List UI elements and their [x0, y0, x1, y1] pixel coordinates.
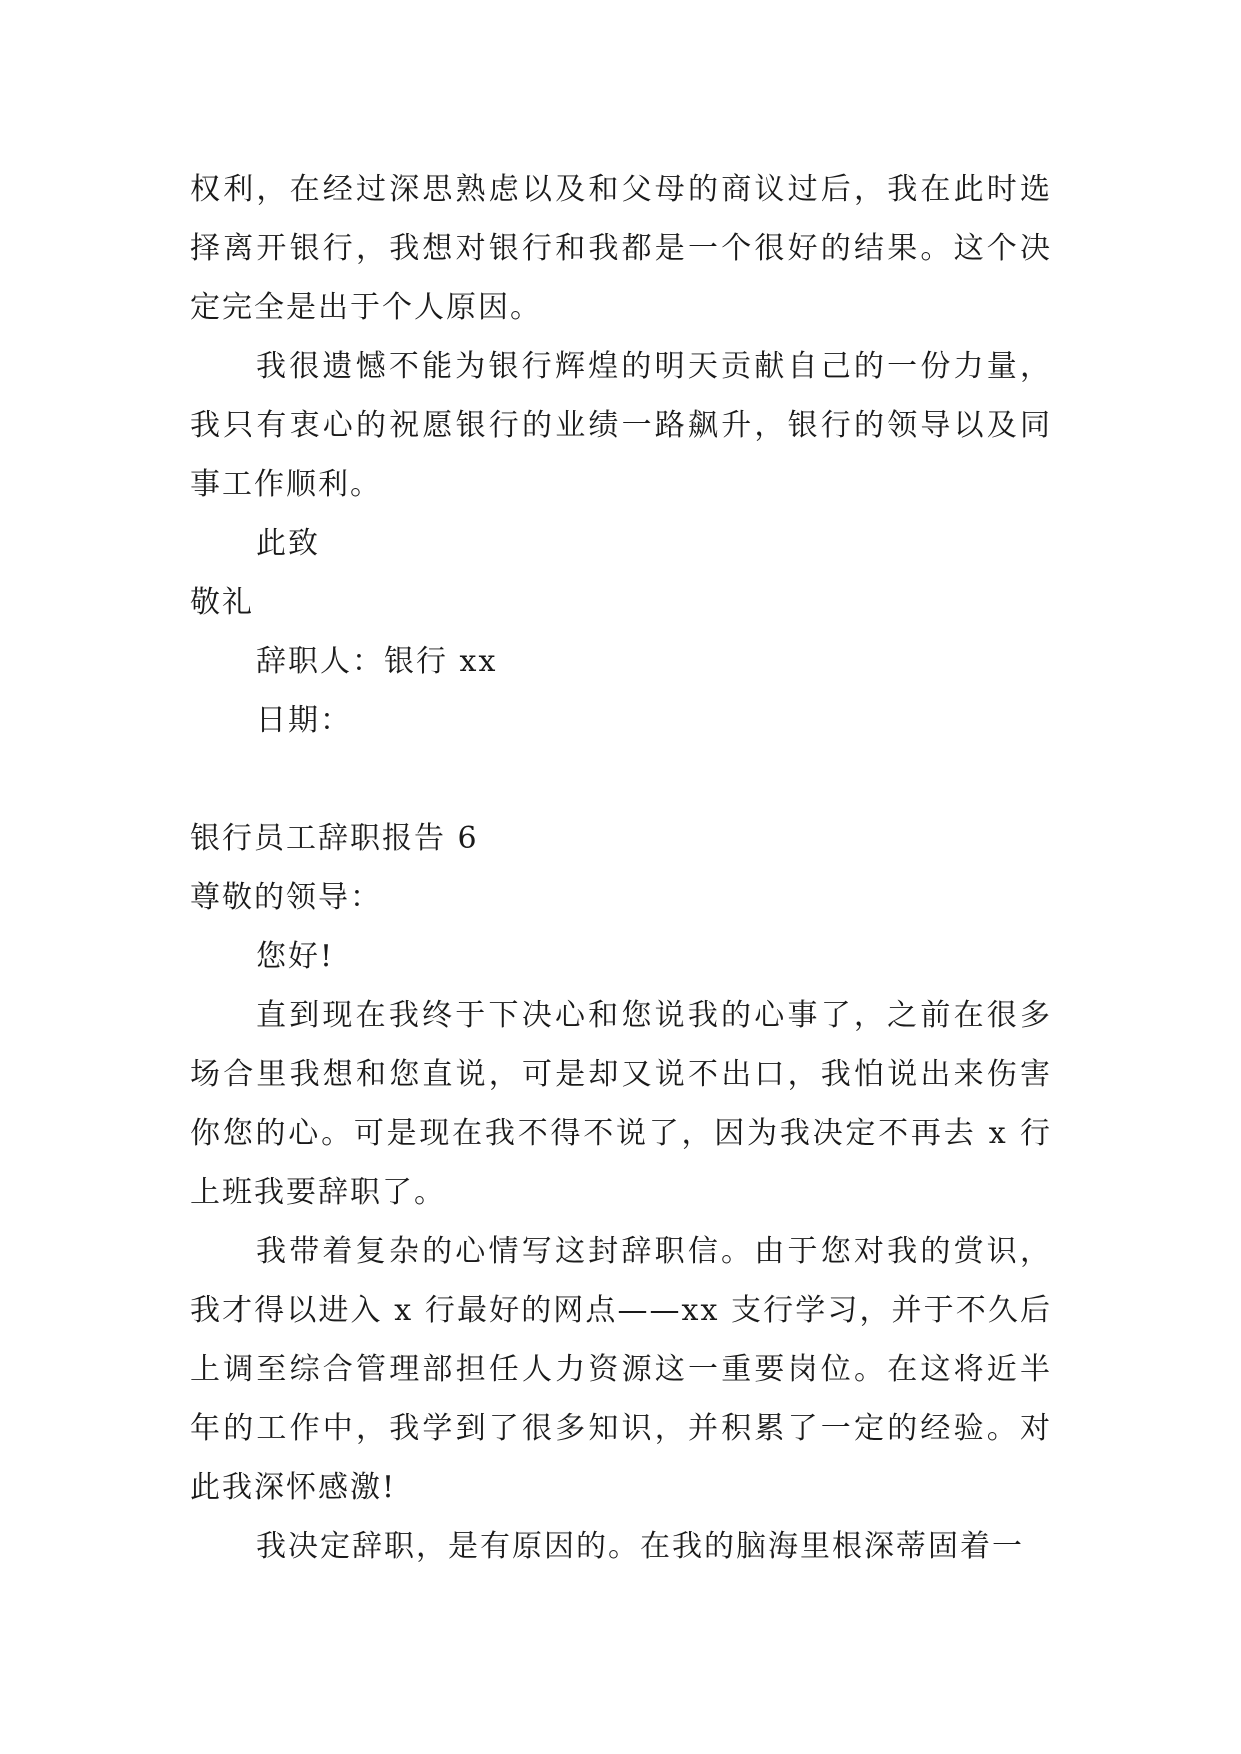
section-heading: 银行员工辞职报告 6: [190, 821, 479, 856]
document-page: [190, 160, 1052, 1576]
greeting: 您好!: [256, 939, 335, 974]
signature-line: 辞职人：银行 xx: [256, 644, 498, 679]
paragraph-cause: 我决定辞职，是有原因的。在我的脑海里根深蒂固着一: [256, 1529, 1024, 1564]
paragraph-gratitude: 我带着复杂的心情写这封辞职信。由于您对我的赏识，我才得以进入 x 行最好的网点——xx 支行学习，并于不久后上调至综合管理部担任人力资源这一重要岗位。在这将近半年的工作中，我学到了很多知识，并积累了一定的经验。对此我深怀感激!: [190, 1234, 1052, 1505]
salutation: 尊敬的领导：: [190, 880, 382, 915]
closing-jingli: 敬礼: [190, 585, 254, 620]
closing-cizhi: 此致: [256, 526, 320, 561]
section-gap: [190, 750, 1052, 809]
date-line: 日期：: [256, 703, 352, 738]
paragraph-regret: 我很遗憾不能为银行辉煌的明天贡献自己的一份力量，我只有衷心的祝愿银行的业绩一路飙升，银行的领导以及同事工作顺利。: [190, 349, 1052, 502]
paragraph-reasons: 权利，在经过深思熟虑以及和父母的商议过后，我在此时选择离开银行，我想对银行和我都是一个很好的结果。这个决定完全是出于个人原因。: [190, 172, 1052, 325]
paragraph-decision: 直到现在我终于下决心和您说我的心事了，之前在很多场合里我想和您直说，可是却又说不出口，我怕说出来伤害你您的心。可是现在我不得不说了，因为我决定不再去 x 行上班我要辞职了。: [190, 998, 1052, 1210]
